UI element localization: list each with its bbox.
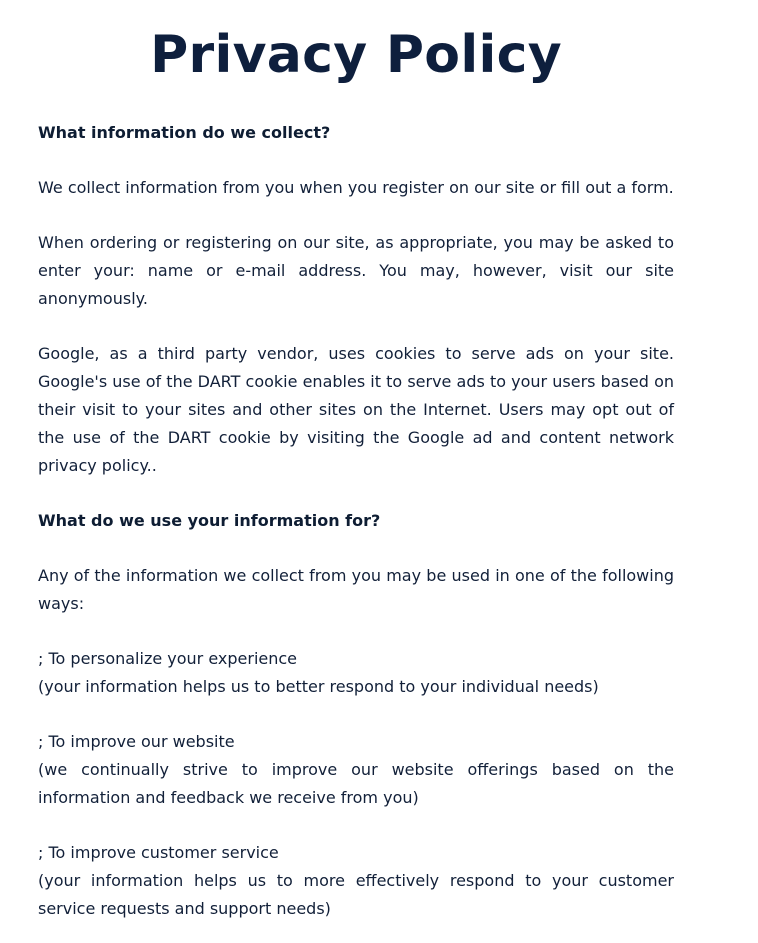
list-item-detail: (your information helps us to better respond to your individual needs) [38, 677, 599, 696]
section-heading-use: What do we use your information for? [38, 511, 381, 530]
list-item-title: ; To improve our website [38, 732, 235, 751]
paragraph-collect-3: Google, as a third party vendor, uses cookies to serve ads on your site. Google's use of the DART cookie enables it to serve ads to your users based on their visit to your sites and other sites on the Internet. Users may opt out of the use of the DART cookie by visiting the Google ad and content network privacy policy.. [38, 344, 674, 475]
paragraph-collect-2: When ordering or registering on our site, as appropriate, you may be asked to enter your: name or e-mail address. You may, however, visit our site anonymously. [38, 233, 674, 308]
list-item-title: ; To personalize your experience [38, 649, 298, 668]
section-heading-collect: What information do we collect? [38, 123, 331, 142]
list-item-customer-service [38, 839, 674, 923]
page-title: Privacy Policy [150, 25, 562, 85]
list-item-improve-website [38, 728, 674, 812]
list-item-detail: (we continually strive to improve our website offerings based on the information and feedback we receive from you) [38, 760, 674, 807]
list-item-personalize [38, 645, 674, 701]
paragraph-use-intro: Any of the information we collect from you may be used in one of the following ways: [38, 566, 674, 613]
list-item-detail: (your information helps us to more effectively respond to your customer service requests and support needs) [38, 871, 674, 918]
paragraph-collect-1: We collect information from you when you register on our site or fill out a form. [38, 178, 674, 197]
policy-content [38, 119, 674, 943]
list-item-title: ; To improve customer service [38, 843, 279, 862]
